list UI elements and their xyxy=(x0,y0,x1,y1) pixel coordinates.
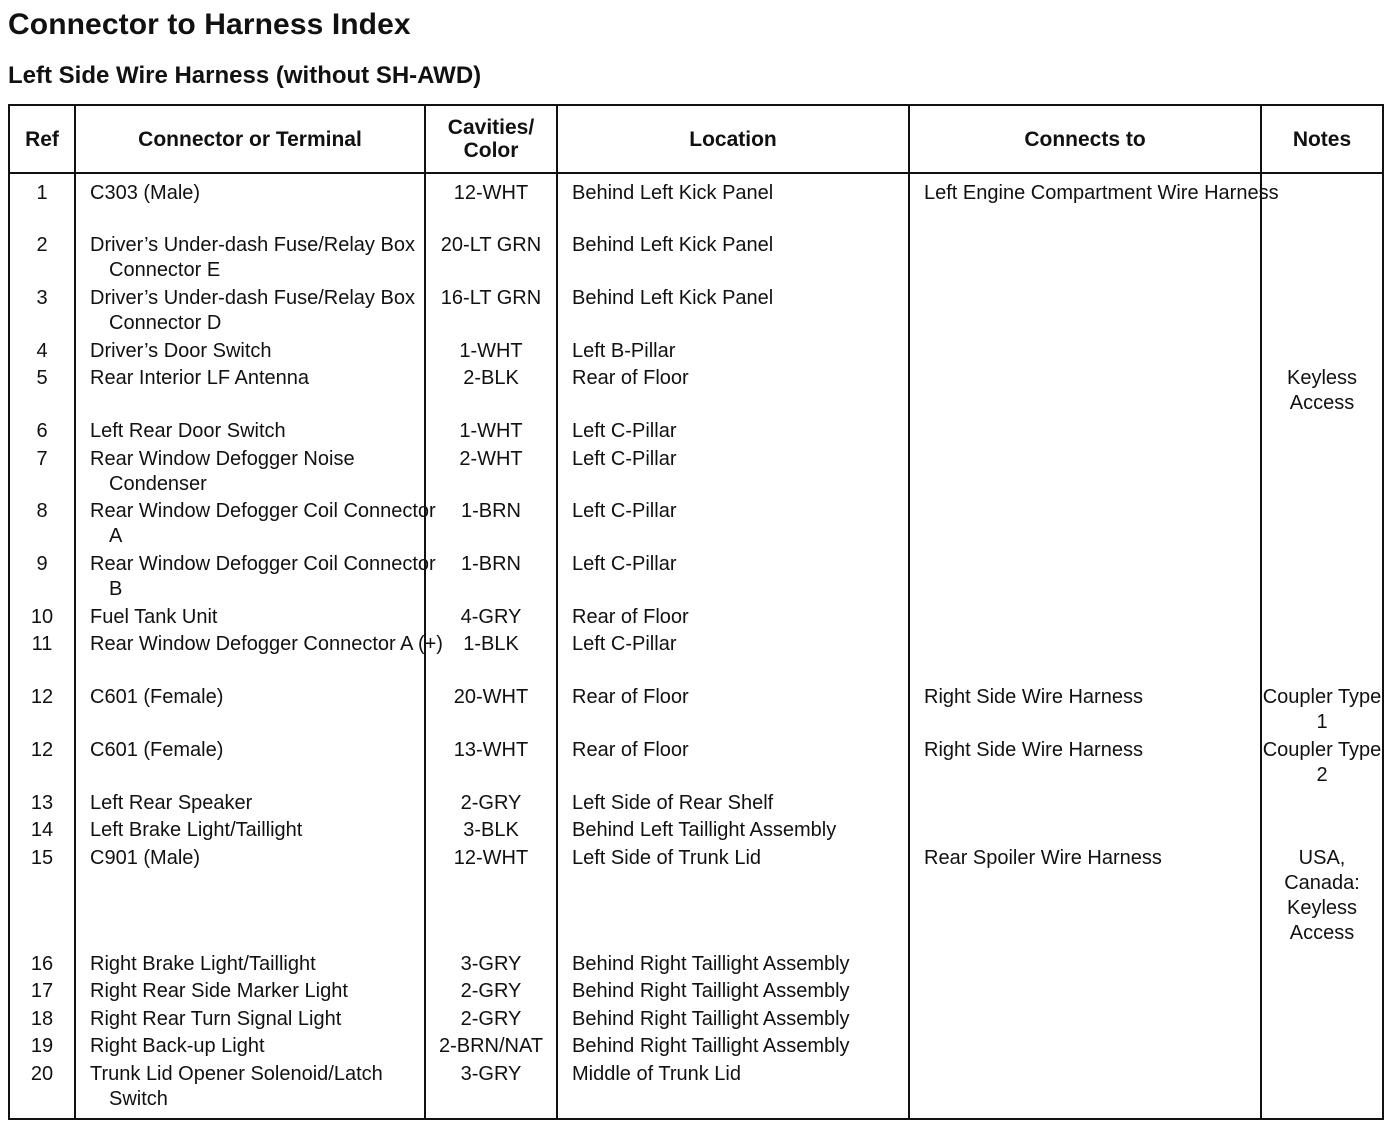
column-divider xyxy=(556,104,558,1120)
row-connector: Rear Interior LF Antenna xyxy=(90,367,310,389)
row-connector: Fuel Tank Unit xyxy=(90,606,218,628)
row-location: Left Side of Trunk Lid xyxy=(572,847,762,869)
row-location: Rear of Floor xyxy=(572,686,689,708)
row-location: Behind Right Taillight Assembly xyxy=(572,1008,850,1030)
row-connects-to: Right Side Wire Harness xyxy=(924,686,1143,708)
row-connector: Rear Window Defogger Connector A (+) xyxy=(90,633,443,655)
row-cavities: 1-BRN xyxy=(460,500,521,522)
row-connector: Left Rear Door Switch xyxy=(90,420,286,442)
row-location: Behind Right Taillight Assembly xyxy=(572,980,850,1002)
row-location: Left C-Pillar xyxy=(572,500,677,522)
row-cavities: 2-GRY xyxy=(460,1008,522,1030)
row-location: Behind Left Kick Panel xyxy=(572,287,774,309)
row-cavities: 1-BRN xyxy=(460,553,521,575)
row-cavities: 20-LT GRN xyxy=(440,234,542,256)
row-connects-to: Left Engine Compartment Wire Harness xyxy=(924,182,1279,204)
row-cavities: 3-GRY xyxy=(460,1063,522,1085)
header-connector: Connector or Terminal xyxy=(138,127,362,151)
row-cavities: 1-WHT xyxy=(459,340,523,362)
row-ref: 3 xyxy=(36,287,48,309)
row-connector: Left Rear Speaker xyxy=(90,792,253,814)
row-connector: C303 (Male) xyxy=(90,182,201,204)
row-ref: 17 xyxy=(30,980,54,1002)
row-ref: 16 xyxy=(30,953,54,975)
header-divider xyxy=(8,172,1384,174)
row-notes: USA, Canada: Keyless Access xyxy=(1284,847,1360,944)
row-cavities: 12-WHT xyxy=(453,182,529,204)
row-connector: Driver’s Under-dash Fuse/Relay Box Connector D xyxy=(90,287,415,334)
row-location: Behind Right Taillight Assembly xyxy=(572,953,850,975)
header-location: Location xyxy=(689,127,777,151)
row-cavities: 2-GRY xyxy=(460,980,522,1002)
row-cavities: 12-WHT xyxy=(453,847,529,869)
row-connector: C901 (Male) xyxy=(90,847,201,869)
row-connects-to: Right Side Wire Harness xyxy=(924,739,1143,761)
row-notes: Coupler Type 2 xyxy=(1262,739,1382,786)
row-connector: Right Back-up Light xyxy=(90,1035,265,1057)
row-location: Left C-Pillar xyxy=(572,420,677,442)
row-location: Left B-Pillar xyxy=(572,340,676,362)
row-connector: Rear Window Defogger Noise Condenser xyxy=(90,448,355,495)
row-cavities: 2-WHT xyxy=(459,448,523,470)
header-cavities xyxy=(426,106,556,172)
row-connector: Right Rear Side Marker Light xyxy=(90,980,348,1002)
row-ref: 9 xyxy=(36,553,48,575)
row-location: Behind Left Kick Panel xyxy=(572,182,774,204)
row-connector: Right Brake Light/Taillight xyxy=(90,953,316,975)
row-location: Left Side of Rear Shelf xyxy=(572,792,774,814)
row-cavities: 2-BRN/NAT xyxy=(438,1035,544,1057)
row-ref: 4 xyxy=(36,340,48,362)
row-notes: Coupler Type 1 xyxy=(1262,686,1382,733)
header-cavities-line2: Color xyxy=(463,139,519,162)
row-cavities: 3-GRY xyxy=(460,953,522,975)
row-cavities: 1-BLK xyxy=(463,633,519,655)
row-ref: 15 xyxy=(30,847,54,869)
row-ref: 8 xyxy=(36,500,48,522)
row-notes: Keyless Access xyxy=(1286,367,1358,414)
row-ref: 10 xyxy=(30,606,54,628)
row-connector: Rear Window Defogger Coil Connector A xyxy=(90,500,436,547)
row-ref: 18 xyxy=(30,1008,54,1030)
row-cavities: 13-WHT xyxy=(453,739,529,761)
column-divider xyxy=(908,104,910,1120)
row-location: Behind Left Taillight Assembly xyxy=(572,819,837,841)
row-location: Left C-Pillar xyxy=(572,448,677,470)
row-ref: 19 xyxy=(30,1035,54,1057)
row-cavities: 4-GRY xyxy=(460,606,522,628)
header-cavities-line1: Cavities/ xyxy=(447,116,535,139)
row-location: Middle of Trunk Lid xyxy=(572,1063,741,1085)
row-cavities: 2-BLK xyxy=(463,367,519,389)
row-connects-to: Rear Spoiler Wire Harness xyxy=(924,847,1162,869)
row-connector: Trunk Lid Opener Solenoid/Latch Switch xyxy=(90,1063,383,1110)
row-ref: 2 xyxy=(36,234,48,256)
row-location: Rear of Floor xyxy=(572,606,689,628)
row-connector: Driver’s Door Switch xyxy=(90,340,272,362)
row-connector: C601 (Female) xyxy=(90,739,224,761)
row-ref: 12 xyxy=(30,686,54,708)
row-connector: Left Brake Light/Taillight xyxy=(90,819,303,841)
row-cavities: 2-GRY xyxy=(460,792,522,814)
row-ref: 12 xyxy=(30,739,54,761)
row-cavities: 16-LT GRN xyxy=(440,287,542,309)
row-ref: 7 xyxy=(36,448,48,470)
column-divider xyxy=(1260,104,1262,1120)
row-ref: 1 xyxy=(36,182,48,204)
header-connects-to: Connects to xyxy=(1024,127,1146,151)
row-connector: Driver’s Under-dash Fuse/Relay Box Connector E xyxy=(90,234,415,281)
row-connector: Right Rear Turn Signal Light xyxy=(90,1008,342,1030)
row-ref: 14 xyxy=(30,819,54,841)
row-cavities: 20-WHT xyxy=(453,686,529,708)
row-location: Behind Left Kick Panel xyxy=(572,234,774,256)
row-location: Left C-Pillar xyxy=(572,633,677,655)
row-connector: C601 (Female) xyxy=(90,686,224,708)
page-title: Connector to Harness Index xyxy=(8,8,411,41)
row-ref: 5 xyxy=(36,367,48,389)
header-notes: Notes xyxy=(1292,127,1352,151)
page-subtitle: Left Side Wire Harness (without SH-AWD) xyxy=(8,62,482,89)
row-location: Rear of Floor xyxy=(572,739,689,761)
row-ref: 13 xyxy=(30,792,54,814)
row-location: Behind Right Taillight Assembly xyxy=(572,1035,850,1057)
row-cavities: 1-WHT xyxy=(459,420,523,442)
row-ref: 11 xyxy=(31,633,53,655)
row-connector: Rear Window Defogger Coil Connector B xyxy=(90,553,436,600)
row-ref: 20 xyxy=(30,1063,54,1085)
row-ref: 6 xyxy=(36,420,48,442)
row-cavities: 3-BLK xyxy=(463,819,519,841)
header-ref: Ref xyxy=(25,127,59,151)
column-divider xyxy=(74,104,76,1120)
row-location: Rear of Floor xyxy=(572,367,689,389)
row-location: Left C-Pillar xyxy=(572,553,677,575)
